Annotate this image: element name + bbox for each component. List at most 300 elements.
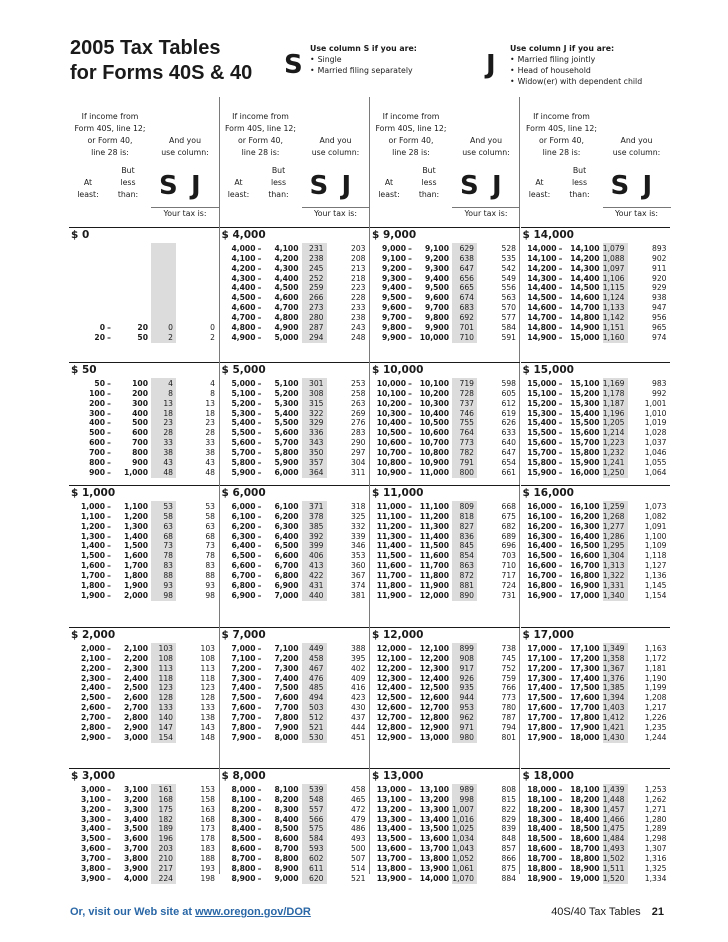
row-tax-j: 591 [501, 332, 516, 342]
row-tax-j: 437 [351, 712, 366, 722]
row-but-less: 17,000 [570, 590, 600, 600]
row-dash: – [558, 712, 563, 722]
row-tax-j: 535 [501, 253, 516, 263]
row-dash: – [107, 873, 111, 883]
row-but-less: 700 [132, 438, 148, 448]
row-tax-j: 93 [205, 580, 215, 590]
row-at-least: 11,300 [376, 531, 406, 541]
table-row [220, 674, 370, 684]
row-dash: – [257, 293, 262, 303]
row-tax-j: 43 [205, 457, 215, 467]
table-row [220, 264, 370, 274]
table-row [220, 834, 370, 844]
row-dash: – [558, 844, 563, 854]
section-header: $ 15,000 [521, 363, 670, 377]
j-heading: Use column J if you are: [510, 44, 615, 53]
row-tax-s: 273 [309, 303, 324, 313]
row-but-less: 9,800 [424, 312, 449, 322]
row-tax-j: 213 [351, 263, 366, 273]
row-but-less: 3,600 [123, 834, 148, 844]
table-row [370, 733, 520, 743]
row-tax-s: 315 [309, 398, 324, 408]
row-tax-j: 902 [652, 253, 667, 263]
row-tax-j: 787 [501, 712, 516, 722]
row-but-less: 13,200 [419, 794, 449, 804]
row-tax-s: 512 [309, 712, 324, 722]
row-dash: – [408, 293, 412, 303]
row-dash: – [107, 653, 111, 663]
tax-table [69, 97, 667, 883]
row-tax-s: 224 [158, 873, 173, 883]
table-row [521, 333, 671, 343]
row-at-least: 14,200 [527, 263, 557, 273]
row-tax-s: 68 [163, 531, 173, 541]
table-row [220, 723, 370, 733]
table-row [220, 683, 370, 693]
row-but-less: 9,400 [424, 273, 449, 283]
row-but-less: 4,000 [123, 873, 148, 883]
row-at-least: 17,400 [527, 683, 557, 693]
row-dash: – [257, 590, 262, 600]
row-tax-s: 113 [158, 663, 173, 673]
row-tax-s: 476 [309, 673, 324, 683]
row-dash: – [558, 541, 563, 551]
row-tax-j: 416 [351, 683, 366, 693]
row-tax-s: 238 [309, 253, 324, 263]
row-tax-j: 689 [501, 531, 516, 541]
row-dash: – [257, 804, 262, 814]
row-at-least: 10,700 [376, 447, 406, 457]
row-at-least: 17,500 [527, 693, 557, 703]
row-tax-s: 1,493 [602, 844, 625, 854]
footer-link[interactable]: www.oregon.gov/DOR [195, 906, 311, 918]
row-but-less: 18,900 [570, 863, 600, 873]
caption-line: line 28 is: [91, 148, 129, 157]
row-dash: – [408, 844, 412, 854]
row-tax-j: 1,208 [644, 693, 667, 703]
row-tax-j: 808 [501, 785, 516, 794]
row-tax-s: 629 [459, 244, 474, 253]
table-row [220, 541, 370, 551]
caption-line: And you [620, 136, 653, 145]
row-tax-j: 430 [351, 703, 366, 713]
row-but-less: 16,700 [570, 561, 600, 571]
row-dash: – [107, 322, 111, 332]
row-tax-s: 1,439 [602, 785, 625, 794]
table-row [370, 313, 520, 323]
section-header: $ 7,000 [220, 628, 369, 642]
row-tax-s: 1,304 [602, 551, 625, 561]
row-tax-s: 818 [459, 511, 474, 521]
row-tax-j: 668 [501, 502, 516, 511]
row-at-least: 16,300 [527, 531, 557, 541]
table-row [69, 512, 219, 522]
row-tax-s: 1,133 [602, 303, 625, 313]
row-tax-s: 343 [309, 438, 324, 448]
row-tax-s: 33 [163, 438, 173, 448]
table-row [370, 795, 520, 805]
row-but-less: 5,700 [274, 438, 299, 448]
row-tax-j: 822 [501, 804, 516, 814]
row-tax-j: 815 [501, 794, 516, 804]
row-dash: – [107, 722, 111, 732]
row-at-least: 15,100 [527, 388, 557, 398]
row-tax-j: 938 [652, 293, 667, 303]
row-but-less: 14,000 [419, 873, 449, 883]
row-tax-j: 920 [652, 273, 667, 283]
row-dash: – [408, 804, 412, 814]
section-header: $ 18,000 [521, 769, 670, 783]
row-dash: – [257, 428, 262, 438]
table-row [69, 815, 219, 825]
row-dash: – [408, 785, 412, 794]
row-but-less: 2,600 [123, 693, 148, 703]
row-at-least: 3,600 [80, 844, 105, 854]
row-dash: – [257, 263, 262, 273]
row-tax-j: 493 [351, 834, 366, 844]
j-item: • Married filing jointly [510, 54, 642, 65]
row-tax-s: 1,484 [602, 834, 625, 844]
table-row [220, 591, 370, 601]
row-but-less: 9,500 [424, 283, 449, 293]
table-row [370, 244, 520, 254]
row-but-less: 16,100 [570, 502, 600, 511]
row-but-less: 5,300 [274, 398, 299, 408]
row-dash: – [558, 379, 563, 388]
row-dash: – [558, 703, 563, 713]
row-at-least: 0 [99, 322, 105, 332]
table-row [521, 834, 671, 844]
row-tax-j: 486 [351, 824, 366, 834]
table-row [370, 664, 520, 674]
row-tax-j: 1,325 [644, 863, 667, 873]
row-dash: – [408, 388, 412, 398]
row-tax-s: 128 [158, 693, 173, 703]
row-at-least: 2,100 [80, 653, 105, 663]
caption-line: use column: [462, 148, 510, 157]
row-at-least: 8,700 [231, 853, 256, 863]
row-dash: – [257, 703, 262, 713]
table-row [370, 703, 520, 713]
row-dash: – [408, 322, 412, 332]
row-dash: – [107, 732, 111, 742]
row-tax-j: 947 [652, 303, 667, 313]
row-dash: – [558, 863, 563, 873]
row-at-least: 5,300 [231, 408, 256, 418]
row-dash: – [558, 683, 563, 693]
row-dash: – [107, 561, 111, 571]
row-dash: – [558, 531, 563, 541]
row-tax-j: 633 [501, 428, 516, 438]
table-row [370, 854, 520, 864]
row-tax-s: 1,241 [602, 457, 625, 467]
row-tax-j: 773 [501, 693, 516, 703]
table-row [521, 458, 671, 468]
row-at-least: 800 [89, 457, 105, 467]
section-header: $ 9,000 [370, 228, 519, 242]
row-tax-s: 611 [309, 863, 324, 873]
table-row [521, 551, 671, 561]
table-row [69, 333, 219, 343]
row-dash: – [408, 332, 412, 342]
row-dash: – [257, 502, 262, 511]
section-header: $ 8,000 [220, 769, 369, 783]
row-tax-s: 182 [158, 814, 173, 824]
row-but-less: 4,400 [274, 273, 299, 283]
section-header: $ 17,000 [521, 628, 670, 642]
table-row [69, 785, 219, 795]
row-at-least: 5,600 [231, 438, 256, 448]
row-tax-s: 989 [459, 785, 474, 794]
table-row [69, 399, 219, 409]
row-but-less: 5,800 [274, 447, 299, 457]
row-tax-j: 444 [351, 722, 366, 732]
row-tax-s: 1,430 [602, 732, 625, 742]
row-dash: – [408, 814, 412, 824]
caption-line: use column: [161, 148, 209, 157]
caption-line: or Form 40, [238, 136, 283, 145]
row-tax-j: 0 [210, 322, 215, 332]
row-but-less: 12,300 [419, 663, 449, 673]
your-tax-caption: Your tax is: [615, 209, 658, 218]
row-dash: – [408, 521, 412, 531]
row-but-less: 14,300 [570, 263, 600, 273]
row-but-less: 13,400 [419, 814, 449, 824]
table-row [370, 379, 520, 389]
table-row [521, 654, 671, 664]
row-but-less: 13,000 [419, 732, 449, 742]
row-tax-j: 276 [351, 418, 366, 428]
s-heading: Use column S if you are: [310, 44, 417, 53]
row-but-less: 5,600 [274, 428, 299, 438]
caption-line: But [121, 166, 135, 175]
row-dash: – [107, 570, 111, 580]
table-row [370, 834, 520, 844]
row-at-least: 17,900 [527, 732, 557, 742]
row-tax-s: 161 [158, 785, 173, 794]
row-tax-s: 231 [309, 244, 324, 253]
row-tax-j: 472 [351, 804, 366, 814]
row-tax-s: 103 [158, 644, 173, 653]
row-tax-j: 647 [501, 447, 516, 457]
row-but-less: 13,500 [419, 824, 449, 834]
row-tax-j: 619 [501, 408, 516, 418]
row-tax-j: 738 [501, 644, 516, 653]
row-tax-s: 63 [163, 521, 173, 531]
row-at-least: 16,700 [527, 570, 557, 580]
row-at-least: 15,600 [527, 438, 557, 448]
row-dash: – [408, 561, 412, 571]
caption-line: least: [378, 190, 400, 199]
row-at-least: 7,900 [231, 732, 256, 742]
row-tax-s: 854 [459, 551, 474, 561]
row-but-less: 2,100 [123, 644, 148, 653]
row-tax-s: 1,268 [602, 511, 625, 521]
row-dash: – [558, 322, 563, 332]
table-row [69, 541, 219, 551]
row-at-least: 7,500 [231, 693, 256, 703]
row-at-least: 1,300 [80, 531, 105, 541]
row-tax-j: 258 [351, 388, 366, 398]
table-row [521, 468, 671, 478]
row-but-less: 5,000 [274, 332, 299, 342]
row-tax-s: 392 [309, 531, 324, 541]
row-at-least: 10,400 [376, 418, 406, 428]
row-but-less: 3,000 [123, 732, 148, 742]
row-but-less: 10,900 [419, 457, 449, 467]
table-row [220, 468, 370, 478]
row-tax-j: 521 [351, 873, 366, 883]
table-row [220, 399, 370, 409]
row-tax-j: 402 [351, 663, 366, 673]
row-dash: – [257, 521, 262, 531]
row-tax-j: 1,118 [644, 551, 667, 561]
row-tax-s: 266 [309, 293, 324, 303]
row-but-less: 13,800 [419, 853, 449, 863]
row-dash: – [107, 785, 111, 794]
table-row [220, 303, 370, 313]
row-at-least: 3,400 [80, 824, 105, 834]
row-tax-j: 2 [210, 332, 215, 342]
row-but-less: 18,300 [570, 804, 600, 814]
row-but-less: 17,700 [570, 703, 600, 713]
row-tax-j: 113 [200, 663, 215, 673]
row-tax-s: 863 [459, 561, 474, 571]
row-but-less: 15,000 [570, 332, 600, 342]
table-row [69, 409, 219, 419]
row-dash: – [107, 824, 111, 834]
row-at-least: 4,300 [231, 273, 256, 283]
table-row [220, 274, 370, 284]
table-row [220, 864, 370, 874]
row-at-least: 7,400 [231, 683, 256, 693]
row-tax-s: 1,412 [602, 712, 625, 722]
row-dash: – [107, 467, 111, 477]
row-tax-j: 1,046 [644, 447, 667, 457]
row-but-less: 12,400 [419, 673, 449, 683]
row-tax-j: 458 [351, 785, 366, 794]
table-row [370, 815, 520, 825]
row-dash: – [408, 551, 412, 561]
row-tax-j: 1,082 [644, 511, 667, 521]
row-but-less: 10,800 [419, 447, 449, 457]
row-at-least: 3,100 [80, 794, 105, 804]
row-tax-s: 108 [158, 653, 173, 663]
row-dash: – [257, 283, 262, 293]
row-but-less: 10,500 [419, 418, 449, 428]
row-tax-j: 1,163 [644, 644, 667, 653]
row-at-least: 7,300 [231, 673, 256, 683]
row-at-least: 18,500 [527, 834, 557, 844]
row-tax-s: 123 [158, 683, 173, 693]
row-dash: – [408, 531, 412, 541]
row-tax-j: 1,001 [644, 398, 667, 408]
row-but-less: 18,400 [570, 814, 600, 824]
row-at-least: 5,700 [231, 447, 256, 457]
table-row [370, 409, 520, 419]
row-tax-s: 890 [459, 590, 474, 600]
row-dash: – [107, 438, 111, 448]
row-tax-s: 782 [459, 447, 474, 457]
row-tax-s: 1,160 [602, 332, 625, 342]
table-row [370, 551, 520, 561]
row-at-least: 18,600 [527, 844, 557, 854]
row-tax-s: 791 [459, 457, 474, 467]
row-tax-j: 1,244 [644, 732, 667, 742]
table-row [521, 313, 671, 323]
row-at-least: 9,600 [381, 303, 406, 313]
row-dash: – [408, 824, 412, 834]
row-tax-s: 422 [309, 570, 324, 580]
row-tax-j: 563 [501, 293, 516, 303]
row-dash: – [257, 467, 262, 477]
table-row [220, 581, 370, 591]
row-at-least: 10,200 [376, 398, 406, 408]
row-but-less: 14,100 [570, 244, 600, 253]
caption-line: But [572, 166, 587, 175]
row-at-least: 6,900 [231, 590, 256, 600]
row-but-less: 3,400 [123, 814, 148, 824]
row-tax-s: 1,106 [602, 273, 625, 283]
row-dash: – [257, 408, 262, 418]
row-tax-s: 1,025 [452, 824, 474, 834]
row-tax-s: 1,223 [602, 438, 625, 448]
table-row [370, 283, 520, 293]
row-at-least: 7,000 [231, 644, 256, 653]
table-row [220, 713, 370, 723]
row-tax-s: 1,403 [602, 703, 625, 713]
table-row [370, 723, 520, 733]
caption-line: At [83, 178, 93, 187]
row-but-less: 17,100 [570, 644, 600, 653]
row-dash: – [107, 814, 111, 824]
table-row [69, 844, 219, 854]
j-item: • Head of household [510, 65, 642, 76]
caption-line: At [535, 178, 544, 187]
row-but-less: 4,300 [274, 263, 299, 273]
row-at-least: 8,600 [231, 844, 256, 854]
row-tax-j: 158 [200, 794, 215, 804]
row-tax-s: 175 [158, 804, 173, 814]
row-at-least: 7,700 [231, 712, 256, 722]
row-at-least: 13,600 [376, 844, 406, 854]
row-at-least: 15,400 [527, 418, 557, 428]
row-tax-s: 168 [158, 794, 173, 804]
row-dash: – [257, 418, 262, 428]
row-tax-j: 654 [501, 457, 516, 467]
row-but-less: 8,800 [274, 853, 299, 863]
row-at-least: 9,900 [381, 332, 406, 342]
row-tax-s: 48 [163, 467, 173, 477]
row-but-less: 3,100 [123, 785, 148, 794]
row-tax-s: 557 [309, 804, 324, 814]
row-tax-j: 423 [351, 693, 366, 703]
row-at-least: 7,800 [231, 722, 256, 732]
row-tax-j: 208 [351, 253, 366, 263]
caption-line: And you [319, 136, 352, 145]
row-at-least: 12,500 [376, 693, 406, 703]
row-dash: – [257, 457, 262, 467]
row-but-less: 6,300 [274, 521, 299, 531]
row-tax-s: 494 [309, 693, 324, 703]
row-tax-j: 780 [501, 703, 516, 713]
row-at-least: 18,300 [527, 814, 557, 824]
row-but-less: 6,400 [274, 531, 299, 541]
caption-line: than: [117, 190, 139, 199]
table-row [521, 541, 671, 551]
table-row [69, 874, 219, 884]
row-dash: – [558, 244, 563, 253]
